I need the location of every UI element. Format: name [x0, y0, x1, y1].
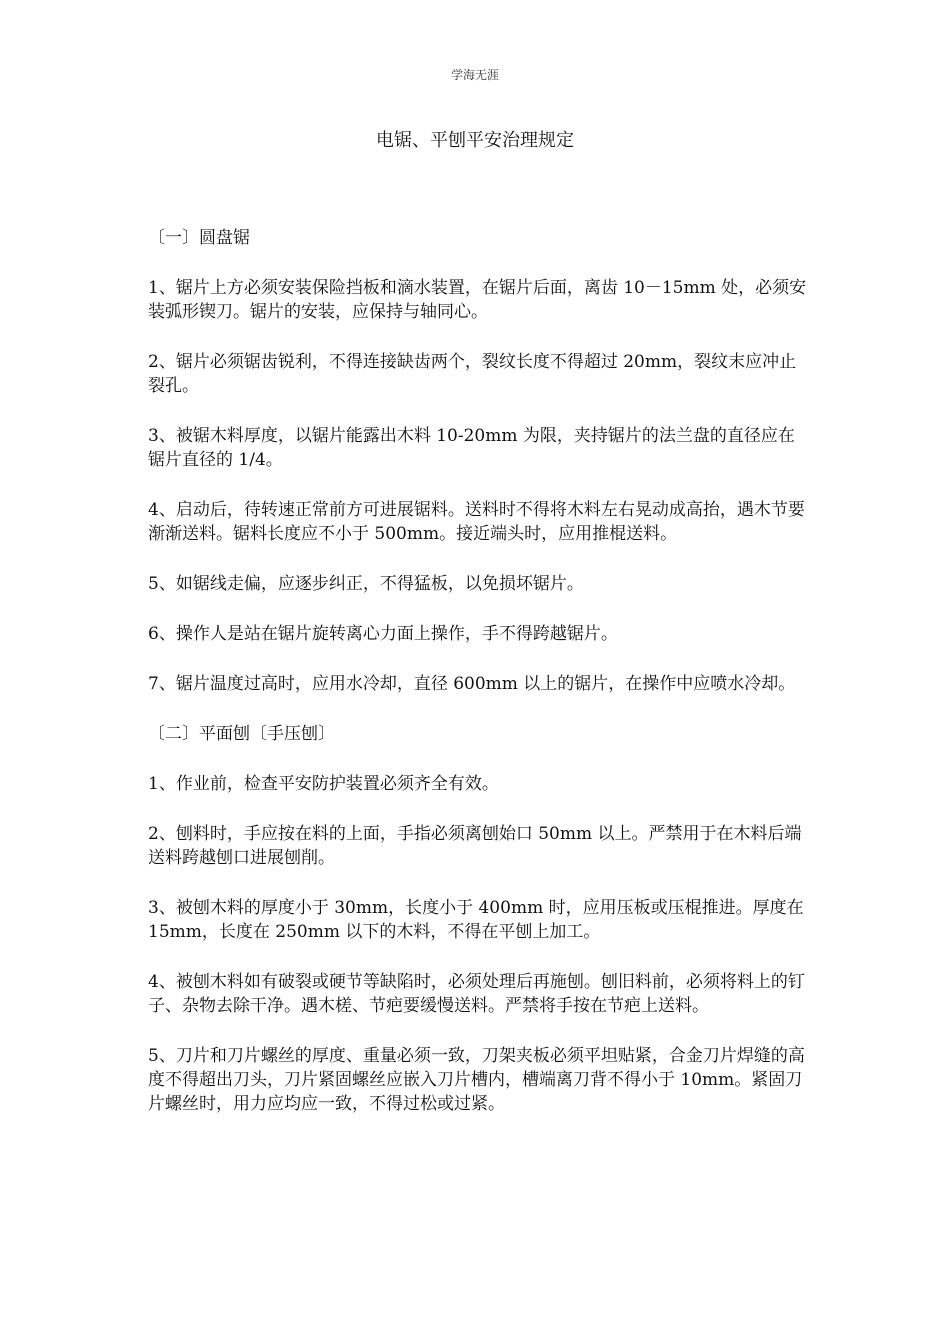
planer-rule-3: 3、被刨木料的厚度小于 30mm，长度小于 400mm 时，应用压板或压棍推进。厚度在 15mm，长度在 250mm 以下的木料，不得在平刨上加工。	[148, 898, 804, 942]
saw-rule-3: 3、被锯木料厚度，以锯片能露出木料 10-20mm 为限，夹持锯片的法兰盘的直径应在锯片直径的 1/4。	[148, 426, 795, 470]
page-header: 学海无涯	[450, 68, 499, 82]
document-title: 电锯、平刨平安治理规定	[376, 130, 574, 151]
planer-rule-4: 4、被刨木料如有破裂或硬节等缺陷时，必须处理后再施刨。刨旧料前，必须将料上的钉子、杂物去除干净。遇木槎、节疤要缓慢送料。严禁将手按在节疤上送料。	[148, 972, 805, 1016]
planer-rule-5: 5、刀片和刀片螺丝的厚度、重量必须一致，刀架夹板必须平坦贴紧，合金刀片焊缝的高度不得超出刀头，刀片紧固螺丝应嵌入刀片槽内，槽端离刀背不得小于 10mm。紧固刀片螺丝时，用力应均应一致，不得过松或过紧。	[148, 1046, 805, 1114]
saw-rule-1: 1、锯片上方必须安装保险挡板和滴水装置，在锯片后面，离齿 10－15mm 处，必须安装弧形锲刀。锯片的安装，应保持与轴同心。	[148, 278, 807, 322]
saw-rule-5: 5、如锯线走偏，应逐步纠正，不得猛板，以免损坏锯片。	[148, 574, 584, 594]
saw-rule-7: 7、锯片温度过高时，应用水冷却，直径 600mm 以上的锯片，在操作中应喷水冷却。	[148, 674, 796, 694]
saw-rule-2: 2、锯片必须锯齿锐利，不得连接缺齿两个，裂纹长度不得超过 20mm，裂纹末应冲止裂孔。	[148, 352, 797, 396]
saw-rule-4: 4、启动后，待转速正常前方可进展锯料。送料时不得将木料左右晃动成高抬，遇木节要渐渐送料。锯料长度应不小于 500mm。接近端头时，应用推棍送料。	[148, 500, 805, 544]
planer-rule-1: 1、作业前，检查平安防护装置必须齐全有效。	[148, 774, 499, 794]
saw-rule-6: 6、操作人是站在锯片旋转离心力面上操作，手不得跨越锯片。	[148, 624, 618, 644]
document-body	[148, 226, 808, 1142]
section-heading-circular-saw: 〔一〕圆盘锯	[148, 228, 250, 248]
planer-rule-2: 2、刨料时，手应按在料的上面，手指必须离刨始口 50mm 以上。严禁用于在木料后端送料跨越刨口进展刨削。	[148, 824, 802, 868]
section-heading-planer: 〔二〕平面刨〔手压刨〕	[148, 724, 335, 744]
